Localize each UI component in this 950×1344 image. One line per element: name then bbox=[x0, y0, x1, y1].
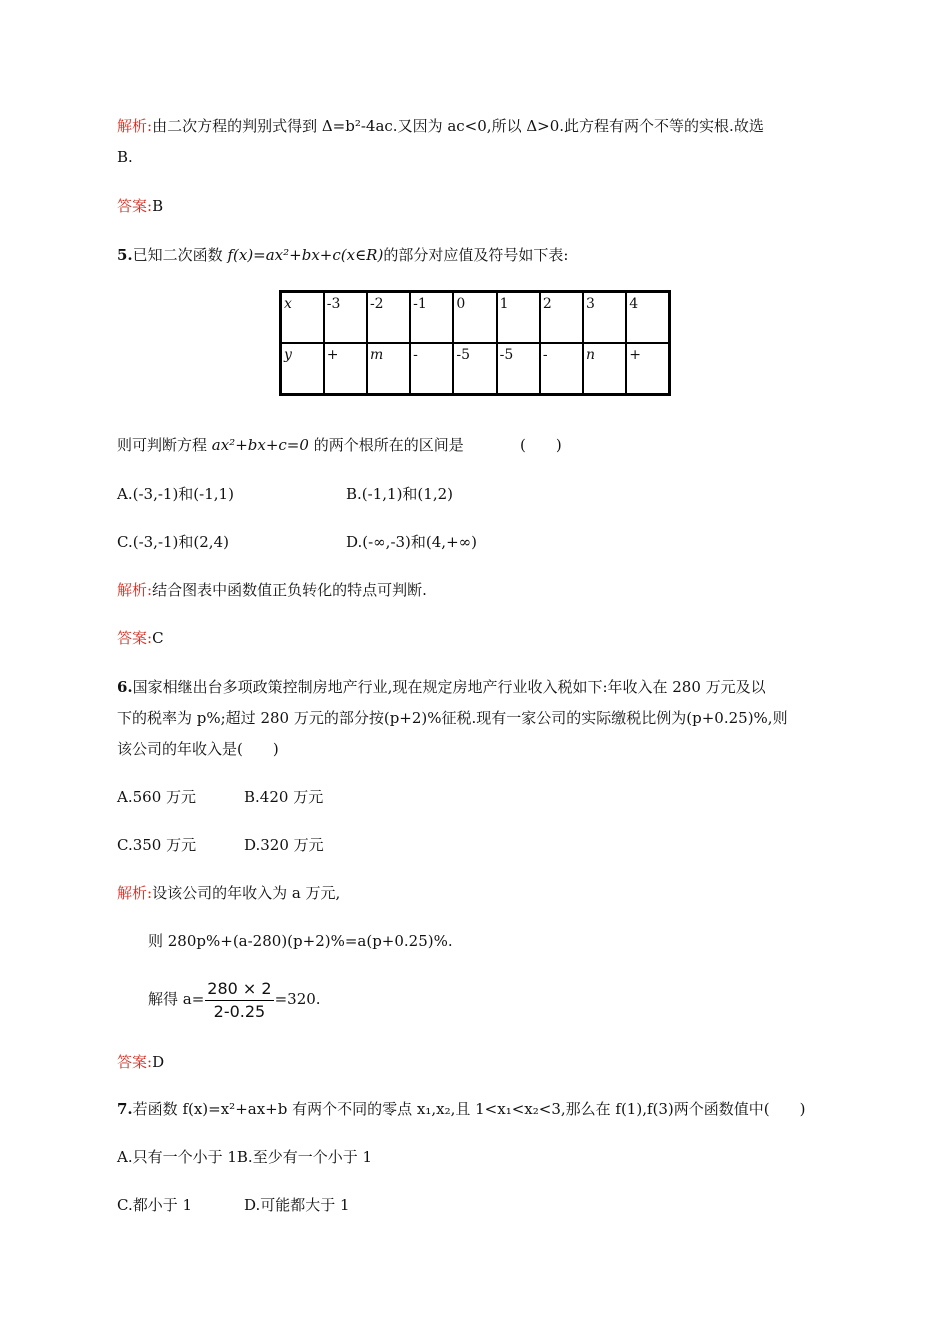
table-cell: 0 bbox=[453, 292, 496, 344]
table-cell: 1 bbox=[497, 292, 540, 344]
answer-label: 答案: bbox=[117, 1053, 153, 1071]
question-suffix: 的两个根所在的区间是 bbox=[308, 436, 464, 454]
table-cell: -3 bbox=[324, 292, 367, 344]
table-cell: -1 bbox=[410, 292, 453, 344]
table-cell: - bbox=[540, 343, 583, 395]
q7-option-c: C.都小于 1 bbox=[117, 1196, 193, 1214]
answer-label: 答案: bbox=[117, 629, 153, 647]
table-cell: n bbox=[583, 343, 626, 395]
q6-solution bbox=[148, 975, 321, 1023]
analysis-label: 解析: bbox=[117, 581, 153, 599]
table-row-y bbox=[281, 343, 670, 395]
fraction-denominator: 2-0.25 bbox=[213, 1001, 266, 1021]
question-number: 6. bbox=[117, 678, 133, 696]
q5-option-d: D.(-∞,-3)和(4,+∞) bbox=[346, 533, 477, 551]
solve-prefix: 解得 a= bbox=[148, 990, 205, 1008]
table-cell: - bbox=[410, 343, 453, 395]
question-prefix: 则可判断方程 bbox=[117, 436, 212, 454]
table-cell: -2 bbox=[367, 292, 410, 344]
q6-equation: 则 280p%+(a-280)(p+2)%=a(p+0.25)%. bbox=[148, 932, 453, 950]
table-cell: + bbox=[324, 343, 367, 395]
q6-stem-line2: 下的税率为 p%;超过 280 万元的部分按(p+2)%征税.现有一家公司的实际缴税比例为(p+0.25)%,则 bbox=[117, 709, 788, 727]
q6-stem-line1: 6.国家相继出台多项政策控制房地产行业,现在规定房地产行业收入税如下:年收入在 280 万元及以 bbox=[117, 678, 766, 696]
question-number: 5. bbox=[117, 246, 133, 264]
answer-label: 答案: bbox=[117, 197, 153, 215]
answer-value: C bbox=[152, 629, 164, 647]
answer-value: B bbox=[152, 197, 164, 215]
value-table bbox=[279, 290, 671, 396]
analysis-label: 解析: bbox=[117, 117, 153, 135]
q6-answer bbox=[117, 1052, 164, 1072]
q4-analysis-line2: B. bbox=[117, 148, 133, 166]
stem-function: f(x)=ax²+bx+c(x∈R) bbox=[227, 246, 384, 264]
q6-option-d: D.320 万元 bbox=[244, 836, 324, 854]
q5-option-b: B.(-1,1)和(1,2) bbox=[346, 485, 453, 503]
q5-question bbox=[117, 435, 464, 455]
fraction-numerator: 280 × 2 bbox=[205, 978, 273, 1001]
table-cell: m bbox=[367, 343, 410, 395]
answer-paren: ( ) bbox=[520, 436, 562, 454]
q5-option-a: A.(-3,-1)和(-1,1) bbox=[117, 485, 234, 503]
table-cell: x bbox=[281, 292, 324, 344]
q7-stem: 7.若函数 f(x)=x²+ax+b 有两个不同的零点 x₁,x₂,且 1<x₁<x₂<3,那么在 f(1),f(3)两个函数值中( ) bbox=[117, 1100, 806, 1118]
table-cell: 2 bbox=[540, 292, 583, 344]
question-number: 7. bbox=[117, 1100, 133, 1118]
q5-stem bbox=[117, 245, 568, 265]
stem-suffix: 的部分对应值及符号如下表: bbox=[383, 246, 569, 264]
table-cell: 3 bbox=[583, 292, 626, 344]
q5-analysis bbox=[117, 580, 427, 600]
analysis-text: 设该公司的年收入为 a 万元, bbox=[152, 884, 341, 902]
q6-stem-line3: 该公司的年收入是( ) bbox=[117, 740, 279, 758]
table-cell: + bbox=[626, 343, 669, 395]
analysis-text: 结合图表中函数值正负转化的特点可判断. bbox=[152, 581, 427, 599]
solve-suffix: =320. bbox=[274, 990, 321, 1008]
table-row-x bbox=[281, 292, 670, 344]
table-cell: 4 bbox=[626, 292, 669, 344]
q6-option-a: A.560 万元 bbox=[117, 788, 196, 806]
answer-value: D bbox=[152, 1053, 165, 1071]
q4-answer bbox=[117, 196, 163, 216]
table-cell: y bbox=[281, 343, 324, 395]
q6-option-c: C.350 万元 bbox=[117, 836, 197, 854]
q6-analysis bbox=[117, 883, 340, 903]
q7-option-ab: A.只有一个小于 1B.至少有一个小于 1 bbox=[117, 1148, 373, 1166]
q5-answer bbox=[117, 628, 164, 648]
q4-analysis-line1 bbox=[117, 116, 764, 136]
analysis-label: 解析: bbox=[117, 884, 153, 902]
fraction bbox=[205, 978, 273, 1023]
analysis-text: 由二次方程的判别式得到 Δ=b²-4ac.又因为 ac<0,所以 Δ>0.此方程有两个不等的实根.故选 bbox=[152, 117, 764, 135]
question-equation: ax²+bx+c=0 bbox=[211, 436, 309, 454]
table-cell: -5 bbox=[497, 343, 540, 395]
q6-option-b: B.420 万元 bbox=[244, 788, 324, 806]
table-cell: -5 bbox=[453, 343, 496, 395]
q5-option-c: C.(-3,-1)和(2,4) bbox=[117, 533, 229, 551]
stem-prefix: 已知二次函数 bbox=[132, 246, 228, 264]
q7-option-d: D.可能都大于 1 bbox=[244, 1196, 350, 1214]
